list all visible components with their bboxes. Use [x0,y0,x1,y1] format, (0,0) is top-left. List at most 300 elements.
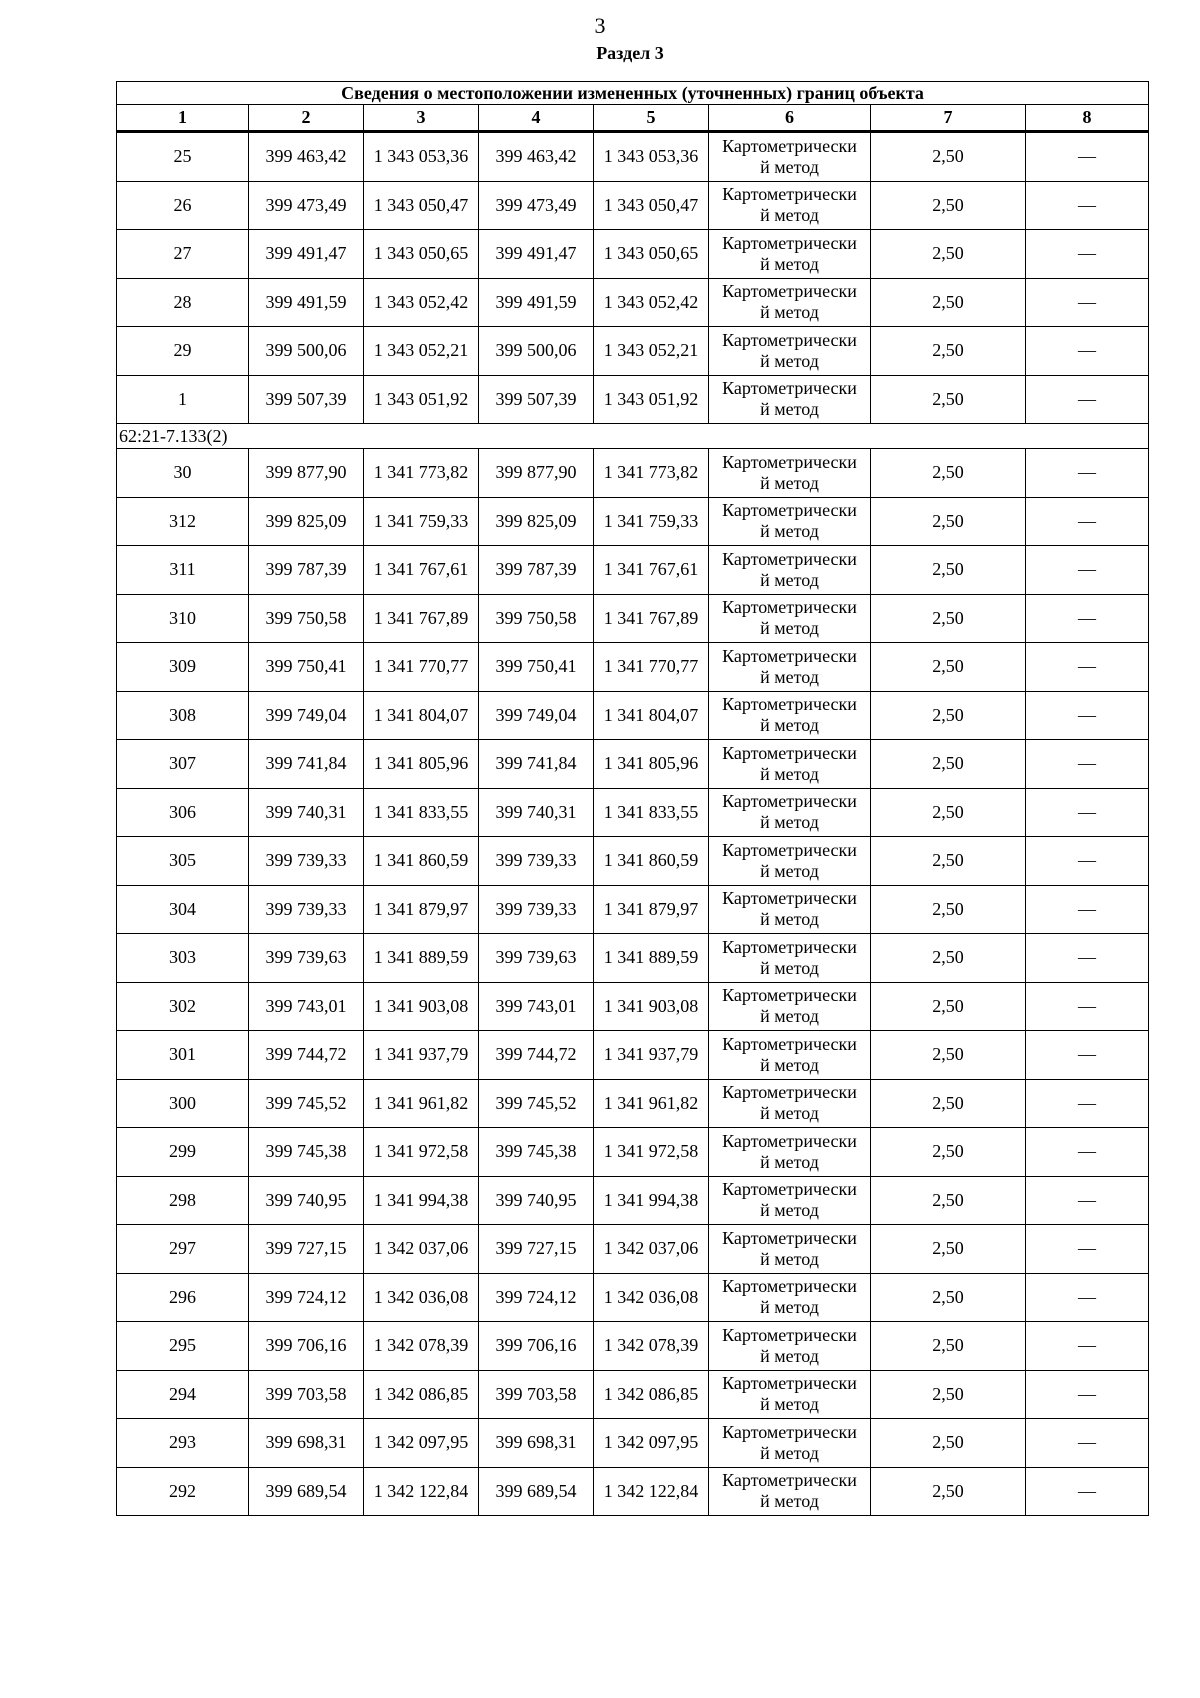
x-existing-cell: 399 500,06 [249,327,364,376]
method-cell [709,181,871,230]
x-existing-cell: 399 724,12 [249,1273,364,1322]
table-row [117,788,1149,837]
method-text-line1: Картометрически [722,451,857,472]
x-existing-cell: 399 740,31 [249,788,364,837]
point-number-cell: 296 [117,1273,249,1322]
method-text-line1: Картометрически [722,839,857,860]
x-updated-cell: 399 706,16 [479,1322,594,1371]
x-updated-cell: 399 740,31 [479,788,594,837]
x-existing-cell: 399 698,31 [249,1419,364,1468]
y-existing-cell: 1 342 078,39 [364,1322,479,1371]
method-cell [709,1176,871,1225]
precision-cell: 2,50 [871,230,1026,279]
note-cell: — [1026,327,1149,376]
precision-cell: 2,50 [871,594,1026,643]
precision-cell: 2,50 [871,788,1026,837]
method-text-line1: Картометрически [722,329,857,350]
y-updated-cell: 1 341 767,89 [594,594,709,643]
note-cell: — [1026,132,1149,182]
table-row [117,885,1149,934]
y-updated-cell: 1 343 053,36 [594,132,709,182]
method-cell [709,1225,871,1274]
point-number-cell: 295 [117,1322,249,1371]
note-cell: — [1026,1079,1149,1128]
method-cell [709,1419,871,1468]
method-cell [709,1370,871,1419]
y-updated-cell: 1 341 759,33 [594,497,709,546]
method-text-line2: й метод [760,1006,819,1027]
method-cell [709,837,871,886]
precision-cell: 2,50 [871,181,1026,230]
method-text-line2: й метод [760,957,819,978]
method-text-line2: й метод [760,1054,819,1075]
y-existing-cell: 1 341 972,58 [364,1128,479,1177]
y-existing-cell: 1 342 122,84 [364,1467,479,1516]
method-text-line1: Картометрически [722,597,857,618]
method-text-line2: й метод [760,1491,819,1512]
point-number-cell: 309 [117,643,249,692]
point-number-cell: 301 [117,1031,249,1080]
x-existing-cell: 399 507,39 [249,375,364,424]
y-updated-cell: 1 341 833,55 [594,788,709,837]
point-number-cell: 26 [117,181,249,230]
table-row [117,375,1149,424]
x-updated-cell: 399 473,49 [479,181,594,230]
point-number-cell: 305 [117,837,249,886]
table-row [117,837,1149,886]
method-text-line2: й метод [760,399,819,420]
method-cell [709,132,871,182]
x-updated-cell: 399 739,33 [479,837,594,886]
method-text-line2: й метод [760,156,819,177]
precision-cell: 2,50 [871,132,1026,182]
note-cell: — [1026,788,1149,837]
x-updated-cell: 399 689,54 [479,1467,594,1516]
x-updated-cell: 399 463,42 [479,132,594,182]
x-existing-cell: 399 825,09 [249,497,364,546]
x-existing-cell: 399 787,39 [249,546,364,595]
method-cell [709,327,871,376]
note-cell: — [1026,181,1149,230]
method-cell [709,1467,871,1516]
method-cell [709,1079,871,1128]
x-existing-cell: 399 739,33 [249,885,364,934]
table-row [117,327,1149,376]
y-updated-cell: 1 343 050,47 [594,181,709,230]
point-number-cell: 303 [117,934,249,983]
column-header: 7 [871,105,1026,132]
y-existing-cell: 1 342 037,06 [364,1225,479,1274]
y-updated-cell: 1 342 122,84 [594,1467,709,1516]
method-cell [709,740,871,789]
note-cell: — [1026,1176,1149,1225]
note-cell: — [1026,1225,1149,1274]
method-cell [709,691,871,740]
table-row [117,1419,1149,1468]
y-updated-cell: 1 342 078,39 [594,1322,709,1371]
x-updated-cell: 399 744,72 [479,1031,594,1080]
precision-cell: 2,50 [871,1079,1026,1128]
method-text-line2: й метод [760,1103,819,1124]
x-existing-cell: 399 491,59 [249,278,364,327]
x-updated-cell: 399 741,84 [479,740,594,789]
y-existing-cell: 1 341 773,82 [364,449,479,498]
y-updated-cell: 1 342 037,06 [594,1225,709,1274]
precision-cell: 2,50 [871,1370,1026,1419]
y-existing-cell: 1 342 086,85 [364,1370,479,1419]
note-cell: — [1026,375,1149,424]
x-existing-cell: 399 706,16 [249,1322,364,1371]
note-cell: — [1026,1370,1149,1419]
y-updated-cell: 1 341 767,61 [594,546,709,595]
y-updated-cell: 1 341 804,07 [594,691,709,740]
method-cell [709,546,871,595]
y-existing-cell: 1 343 052,42 [364,278,479,327]
note-cell: — [1026,934,1149,983]
note-cell: — [1026,449,1149,498]
method-text-line1: Картометрически [722,1227,857,1248]
method-text-line1: Картометрически [722,1470,857,1491]
x-updated-cell: 399 698,31 [479,1419,594,1468]
note-cell: — [1026,1031,1149,1080]
y-updated-cell: 1 341 860,59 [594,837,709,886]
precision-cell: 2,50 [871,934,1026,983]
precision-cell: 2,50 [871,449,1026,498]
table-header-row [117,105,1149,132]
point-number-cell: 300 [117,1079,249,1128]
column-header: 1 [117,105,249,132]
y-existing-cell: 1 341 805,96 [364,740,479,789]
x-updated-cell: 399 750,41 [479,643,594,692]
x-updated-cell: 399 740,95 [479,1176,594,1225]
note-cell: — [1026,1273,1149,1322]
method-cell [709,230,871,279]
precision-cell: 2,50 [871,278,1026,327]
precision-cell: 2,50 [871,546,1026,595]
point-number-cell: 310 [117,594,249,643]
x-updated-cell: 399 724,12 [479,1273,594,1322]
y-updated-cell: 1 341 937,79 [594,1031,709,1080]
method-text-line1: Картометрически [722,548,857,569]
point-number-cell: 28 [117,278,249,327]
method-text-line1: Картометрически [722,281,857,302]
y-existing-cell: 1 341 879,97 [364,885,479,934]
point-number-cell: 30 [117,449,249,498]
method-cell [709,788,871,837]
method-text-line2: й метод [760,569,819,590]
table-row [117,1467,1149,1516]
note-cell: — [1026,278,1149,327]
point-number-cell: 294 [117,1370,249,1419]
x-updated-cell: 399 727,15 [479,1225,594,1274]
method-text-line2: й метод [760,715,819,736]
x-updated-cell: 399 491,47 [479,230,594,279]
method-text-line1: Картометрически [722,1421,857,1442]
method-text-line1: Картометрически [722,1179,857,1200]
method-text-line2: й метод [760,253,819,274]
table-row [117,982,1149,1031]
x-existing-cell: 399 727,15 [249,1225,364,1274]
method-cell [709,1128,871,1177]
method-text-line1: Картометрически [722,694,857,715]
point-number-cell: 292 [117,1467,249,1516]
point-number-cell: 311 [117,546,249,595]
x-updated-cell: 399 749,04 [479,691,594,740]
table-row [117,594,1149,643]
point-number-cell: 29 [117,327,249,376]
y-updated-cell: 1 341 770,77 [594,643,709,692]
y-updated-cell: 1 341 879,97 [594,885,709,934]
y-existing-cell: 1 342 036,08 [364,1273,479,1322]
x-existing-cell: 399 750,41 [249,643,364,692]
table-row [117,449,1149,498]
note-cell: — [1026,885,1149,934]
method-text-line2: й метод [760,521,819,542]
group-row [117,424,1149,449]
note-cell: — [1026,1322,1149,1371]
precision-cell: 2,50 [871,1467,1026,1516]
x-existing-cell: 399 473,49 [249,181,364,230]
x-existing-cell: 399 749,04 [249,691,364,740]
point-number-cell: 1 [117,375,249,424]
method-cell [709,643,871,692]
x-existing-cell: 399 491,47 [249,230,364,279]
method-text-line2: й метод [760,909,819,930]
point-number-cell: 299 [117,1128,249,1177]
table-row [117,1128,1149,1177]
precision-cell: 2,50 [871,691,1026,740]
point-number-cell: 307 [117,740,249,789]
method-text-line2: й метод [760,666,819,687]
method-text-line2: й метод [760,302,819,323]
note-cell: — [1026,643,1149,692]
note-cell: — [1026,691,1149,740]
x-existing-cell: 399 703,58 [249,1370,364,1419]
table-row [117,230,1149,279]
precision-cell: 2,50 [871,375,1026,424]
method-text-line2: й метод [760,812,819,833]
x-existing-cell: 399 877,90 [249,449,364,498]
y-existing-cell: 1 341 804,07 [364,691,479,740]
x-updated-cell: 399 703,58 [479,1370,594,1419]
y-updated-cell: 1 343 051,92 [594,375,709,424]
y-existing-cell: 1 341 903,08 [364,982,479,1031]
table-row [117,181,1149,230]
note-cell: — [1026,982,1149,1031]
x-existing-cell: 399 689,54 [249,1467,364,1516]
method-text-line2: й метод [760,860,819,881]
point-number-cell: 308 [117,691,249,740]
y-existing-cell: 1 341 759,33 [364,497,479,546]
x-updated-cell: 399 877,90 [479,449,594,498]
method-text-line2: й метод [760,1394,819,1415]
y-existing-cell: 1 341 994,38 [364,1176,479,1225]
table-row [117,546,1149,595]
point-number-cell: 304 [117,885,249,934]
y-existing-cell: 1 341 860,59 [364,837,479,886]
note-cell: — [1026,497,1149,546]
y-updated-cell: 1 341 972,58 [594,1128,709,1177]
y-updated-cell: 1 341 903,08 [594,982,709,1031]
precision-cell: 2,50 [871,1031,1026,1080]
y-updated-cell: 1 343 052,42 [594,278,709,327]
method-cell [709,934,871,983]
method-text-line1: Картометрически [722,936,857,957]
y-existing-cell: 1 343 053,36 [364,132,479,182]
x-existing-cell: 399 739,33 [249,837,364,886]
precision-cell: 2,50 [871,1176,1026,1225]
point-number-cell: 298 [117,1176,249,1225]
precision-cell: 2,50 [871,740,1026,789]
method-text-line2: й метод [760,763,819,784]
method-text-line1: Картометрически [722,645,857,666]
table-row [117,1322,1149,1371]
x-updated-cell: 399 739,33 [479,885,594,934]
point-number-cell: 25 [117,132,249,182]
method-cell [709,375,871,424]
x-updated-cell: 399 745,38 [479,1128,594,1177]
precision-cell: 2,50 [871,982,1026,1031]
table-row [117,1031,1149,1080]
method-text-line2: й метод [760,1297,819,1318]
method-text-line1: Картометрически [722,1276,857,1297]
y-updated-cell: 1 341 961,82 [594,1079,709,1128]
precision-cell: 2,50 [871,1225,1026,1274]
method-text-line1: Картометрически [722,1324,857,1345]
method-text-line2: й метод [760,1442,819,1463]
group-label: 62:21-7.133(2) [117,424,1149,449]
note-cell: — [1026,1419,1149,1468]
table-row [117,1273,1149,1322]
y-existing-cell: 1 343 051,92 [364,375,479,424]
precision-cell: 2,50 [871,1322,1026,1371]
precision-cell: 2,50 [871,643,1026,692]
point-number-cell: 293 [117,1419,249,1468]
note-cell: — [1026,837,1149,886]
point-number-cell: 27 [117,230,249,279]
method-text-line1: Картометрически [722,135,857,156]
x-existing-cell: 399 744,72 [249,1031,364,1080]
table-group [117,424,1149,449]
x-existing-cell: 399 740,95 [249,1176,364,1225]
y-existing-cell: 1 341 767,61 [364,546,479,595]
y-existing-cell: 1 341 937,79 [364,1031,479,1080]
x-updated-cell: 399 739,63 [479,934,594,983]
x-existing-cell: 399 745,52 [249,1079,364,1128]
method-text-line1: Картометрически [722,232,857,253]
method-text-line2: й метод [760,1200,819,1221]
x-updated-cell: 399 750,58 [479,594,594,643]
note-cell: — [1026,594,1149,643]
y-existing-cell: 1 341 889,59 [364,934,479,983]
method-cell [709,497,871,546]
table-row [117,934,1149,983]
table-row [117,1370,1149,1419]
x-existing-cell: 399 463,42 [249,132,364,182]
table-row [117,1225,1149,1274]
y-existing-cell: 1 342 097,95 [364,1419,479,1468]
x-updated-cell: 399 500,06 [479,327,594,376]
note-cell: — [1026,740,1149,789]
method-cell [709,449,871,498]
point-number-cell: 302 [117,982,249,1031]
table-caption: Сведения о местоположении измененных (уточненных) границ объекта [117,82,1149,105]
method-text-line2: й метод [760,205,819,226]
method-text-line1: Картометрически [722,1130,857,1151]
y-updated-cell: 1 341 805,96 [594,740,709,789]
x-updated-cell: 399 507,39 [479,375,594,424]
method-cell [709,1273,871,1322]
y-existing-cell: 1 343 050,65 [364,230,479,279]
y-existing-cell: 1 341 767,89 [364,594,479,643]
method-text-line2: й метод [760,350,819,371]
x-updated-cell: 399 743,01 [479,982,594,1031]
table-row [117,740,1149,789]
page-number: 3 [594,13,606,38]
method-text-line2: й метод [760,472,819,493]
table-row [117,691,1149,740]
y-updated-cell: 1 342 086,85 [594,1370,709,1419]
y-updated-cell: 1 343 052,21 [594,327,709,376]
note-cell: — [1026,546,1149,595]
precision-cell: 2,50 [871,837,1026,886]
method-text-line1: Картометрически [722,791,857,812]
table-caption-row [117,82,1149,105]
section-title: Раздел 3 [596,43,664,63]
y-updated-cell: 1 341 889,59 [594,934,709,983]
column-header: 6 [709,105,871,132]
method-cell [709,594,871,643]
method-text-line1: Картометрически [722,1082,857,1103]
note-cell: — [1026,230,1149,279]
method-text-line2: й метод [760,1345,819,1366]
column-header: 4 [479,105,594,132]
precision-cell: 2,50 [871,1419,1026,1468]
table-row [117,497,1149,546]
method-cell [709,278,871,327]
y-updated-cell: 1 343 050,65 [594,230,709,279]
point-number-cell: 306 [117,788,249,837]
column-header: 8 [1026,105,1149,132]
method-text-line1: Картометрически [722,985,857,1006]
note-cell: — [1026,1128,1149,1177]
method-text-line2: й метод [760,1248,819,1269]
x-updated-cell: 399 787,39 [479,546,594,595]
precision-cell: 2,50 [871,1273,1026,1322]
y-updated-cell: 1 342 097,95 [594,1419,709,1468]
table-row [117,1079,1149,1128]
method-text-line1: Картометрически [722,742,857,763]
method-text-line2: й метод [760,1151,819,1172]
column-header: 3 [364,105,479,132]
x-updated-cell: 399 745,52 [479,1079,594,1128]
x-existing-cell: 399 743,01 [249,982,364,1031]
y-updated-cell: 1 341 773,82 [594,449,709,498]
method-cell [709,982,871,1031]
x-existing-cell: 399 750,58 [249,594,364,643]
note-cell: — [1026,1467,1149,1516]
precision-cell: 2,50 [871,497,1026,546]
table-body-second [117,449,1149,1516]
y-existing-cell: 1 343 052,21 [364,327,479,376]
y-existing-cell: 1 341 833,55 [364,788,479,837]
table-row [117,1176,1149,1225]
y-updated-cell: 1 342 036,08 [594,1273,709,1322]
table-body-first [117,132,1149,424]
method-text-line1: Картометрически [722,378,857,399]
method-cell [709,1322,871,1371]
x-updated-cell: 399 825,09 [479,497,594,546]
